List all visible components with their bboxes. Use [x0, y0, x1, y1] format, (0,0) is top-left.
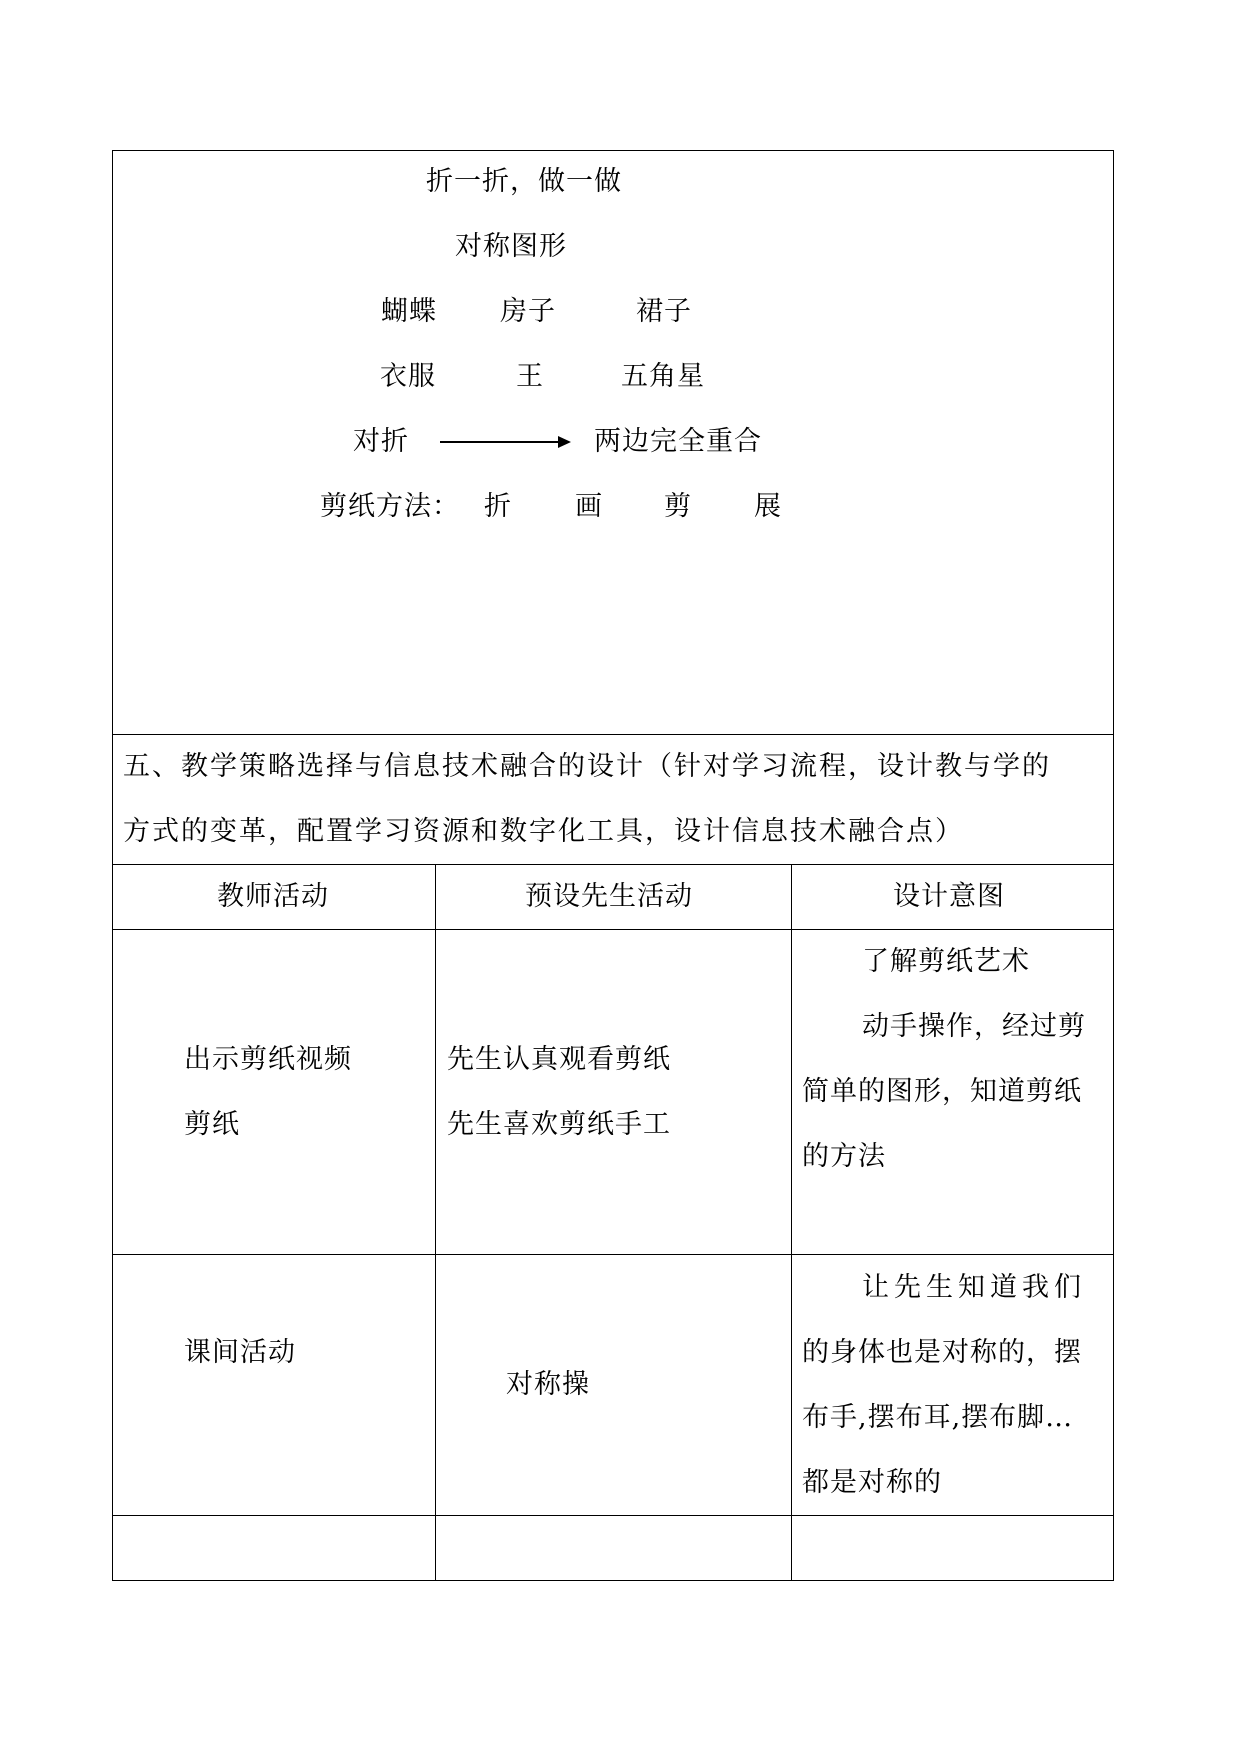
design-intent: 布手,摆布耳,摆布脚… — [802, 1402, 1074, 1433]
design-intent: 的身体也是对称的，摆 — [802, 1337, 1082, 1368]
fold-result: 两边完全重合 — [594, 426, 762, 457]
teacher-activity: 课间活动 — [184, 1337, 296, 1368]
board-word: 王 — [516, 361, 544, 392]
board-word: 衣服 — [380, 361, 436, 392]
teacher-activity: 剪纸 — [184, 1109, 240, 1140]
row2-bottom-border — [112, 1515, 1114, 1516]
method-step: 折 — [484, 491, 512, 522]
section5-heading-line1: 五、教学策略选择与信息技术融合的设计（针对学习流程，设计教与学的 — [123, 751, 1051, 782]
method-label: 剪纸方法： — [320, 491, 460, 522]
column-header-teacher: 教师活动 — [217, 881, 329, 912]
student-activity: 先生认真观看剪纸 — [447, 1044, 671, 1075]
board-word: 五角星 — [621, 361, 705, 392]
table-border-right — [1113, 150, 1114, 1581]
board-word: 房子 — [500, 296, 556, 327]
method-step: 展 — [754, 491, 782, 522]
column-header-intent: 设计意图 — [893, 881, 1005, 912]
section5-heading-line2: 方式的变革，配置学习资源和数字化工具，设计信息技术融合点） — [123, 816, 964, 847]
column-divider-2 — [791, 864, 792, 1581]
student-activity: 对称操 — [506, 1369, 590, 1400]
row1-bottom-border — [112, 1254, 1114, 1255]
design-intent: 动手操作，经过剪 — [862, 1011, 1086, 1042]
design-intent: 的方法 — [802, 1141, 886, 1172]
teacher-activity: 出示剪纸视频 — [184, 1044, 352, 1075]
board-bottom-border — [112, 734, 1114, 735]
section5-bottom-border — [112, 864, 1114, 865]
column-divider-1 — [435, 864, 436, 1581]
student-activity: 先生喜欢剪纸手工 — [447, 1109, 671, 1140]
method-step: 剪 — [664, 491, 692, 522]
table-border-top — [112, 150, 1114, 151]
header-row-bottom-border — [112, 929, 1114, 930]
board-word: 蝴蝶 — [381, 296, 437, 327]
board-subtitle: 对称图形 — [455, 231, 567, 262]
table-border-bottom — [112, 1580, 1114, 1581]
design-intent: 都是对称的 — [802, 1467, 942, 1498]
design-intent: 了解剪纸艺术 — [862, 946, 1030, 977]
fold-label: 对折 — [353, 426, 409, 457]
design-intent: 简单的图形，知道剪纸 — [802, 1076, 1082, 1107]
column-header-student: 预设先生活动 — [525, 881, 693, 912]
method-step: 画 — [575, 491, 603, 522]
board-title: 折一折，做一做 — [426, 166, 622, 197]
board-word: 裙子 — [636, 296, 692, 327]
table-border-left — [112, 150, 113, 1581]
design-intent: 让先生知道我们 — [862, 1272, 1086, 1303]
arrow-right-icon — [440, 432, 572, 452]
